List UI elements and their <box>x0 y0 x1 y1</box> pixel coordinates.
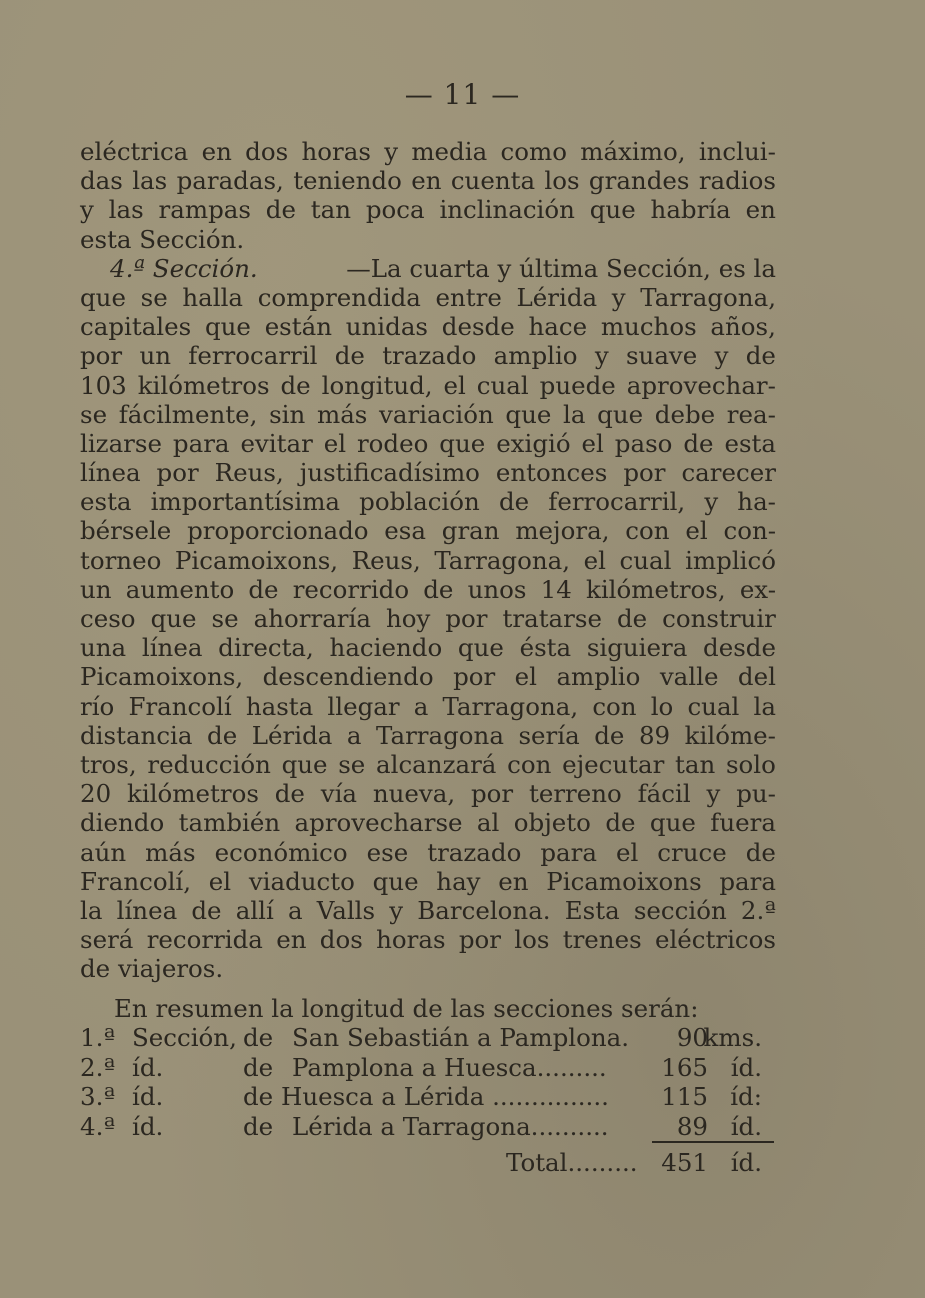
word: entre <box>435 282 502 312</box>
word: sin <box>269 399 306 429</box>
text-line <box>80 662 776 691</box>
word: de <box>683 428 714 458</box>
section-route: de Huesca a Lérida ............... <box>243 1082 609 1111</box>
word: esa <box>384 516 426 546</box>
word: kilómetros <box>127 779 259 809</box>
word: Tarragona, <box>434 545 571 575</box>
word: evitar <box>240 428 313 458</box>
word: puede <box>539 370 616 400</box>
section-unit: íd. <box>730 1111 762 1141</box>
word: cual <box>476 370 529 400</box>
word: construir <box>662 604 776 633</box>
word: hay <box>436 866 481 896</box>
word: por <box>453 662 496 692</box>
word: por <box>445 604 488 633</box>
word: halla <box>182 282 244 312</box>
word: dos <box>245 137 289 166</box>
word: se <box>338 749 366 779</box>
text-line <box>80 750 776 779</box>
section-name: íd. <box>132 1111 164 1141</box>
word: a <box>413 691 429 721</box>
word: recorrido <box>292 574 410 604</box>
word: poca <box>365 195 425 225</box>
word: línea <box>141 633 203 663</box>
word: la <box>80 895 103 925</box>
word: será <box>80 925 134 955</box>
text-line <box>80 516 776 545</box>
word: con- <box>723 516 776 546</box>
word: en <box>745 195 776 225</box>
total-unit: íd. <box>730 1148 762 1177</box>
word: el <box>615 837 639 867</box>
word: Picamoixons, <box>80 662 244 692</box>
word: rampas <box>158 195 251 225</box>
word: bérsele <box>80 516 172 546</box>
word: radios <box>698 166 776 196</box>
text-line <box>80 429 776 458</box>
text-line <box>80 867 776 896</box>
word: que <box>150 604 197 633</box>
word: con <box>625 516 670 546</box>
word: cuenta <box>450 166 536 196</box>
word: inclui- <box>698 137 776 166</box>
text-line <box>80 808 776 837</box>
word: de <box>248 574 279 604</box>
text-line <box>80 604 776 633</box>
word: tros, <box>80 749 137 779</box>
word: kilómetros, <box>585 574 726 604</box>
word: Reus, <box>351 545 421 575</box>
text-line <box>80 283 776 312</box>
section-route: San Sebastián a Pamplona. <box>292 1023 630 1052</box>
section-number: 2.ª <box>80 1052 116 1082</box>
word: el <box>208 866 232 896</box>
word: de <box>423 574 454 604</box>
section-number: 3.ª <box>80 1082 116 1111</box>
word: también <box>178 808 281 838</box>
section-unit: íd. <box>730 1052 762 1082</box>
text-line <box>80 400 776 429</box>
word: das <box>80 166 123 196</box>
text-line <box>80 896 776 925</box>
word: lizarse <box>80 428 162 458</box>
word: eléctrica <box>80 137 189 166</box>
text-line <box>80 371 776 400</box>
word: exigió <box>496 428 571 458</box>
word: ex- <box>739 574 776 604</box>
section-unit: íd: <box>730 1082 762 1111</box>
word: más <box>316 399 368 429</box>
summary-intro: En resumen la longitud de las secciones serán: <box>114 994 699 1023</box>
word: a <box>288 895 303 925</box>
text-line <box>80 137 776 166</box>
word: del <box>737 662 776 692</box>
word: de <box>274 779 305 809</box>
word: alcanzará <box>376 749 497 779</box>
word: el <box>443 370 466 400</box>
word: por <box>458 925 501 955</box>
word: Lérida <box>516 282 598 312</box>
text-line <box>80 312 776 341</box>
word: debe <box>654 399 716 429</box>
word: máximo, <box>580 137 686 166</box>
word: ferrocarril, <box>548 487 686 517</box>
word: grandes <box>588 166 690 196</box>
word: que <box>457 633 504 663</box>
word: ha- <box>737 487 776 517</box>
section-heading: 4.ª Sección. <box>110 253 258 283</box>
word: ejecutar <box>562 749 665 779</box>
summary-row <box>80 1053 776 1083</box>
word: proporcionado <box>187 516 369 546</box>
word: ahorraría <box>253 604 371 633</box>
word: de <box>334 341 365 371</box>
word: viaducto <box>248 866 355 896</box>
word: horas <box>376 925 446 955</box>
word: paradas, <box>176 166 284 196</box>
word: de <box>616 604 648 633</box>
word: hoy <box>385 604 431 633</box>
word: torneo <box>80 545 162 575</box>
word: el <box>583 545 606 575</box>
word: sección <box>633 895 727 925</box>
word: a <box>346 720 362 750</box>
word: Tarragona, <box>442 691 579 721</box>
word: kilómetros <box>137 370 270 400</box>
section-km: 115 <box>661 1082 708 1111</box>
word: económico <box>214 837 348 867</box>
word: que <box>372 866 419 896</box>
word: inclinación <box>439 195 575 225</box>
word: las <box>108 195 144 225</box>
word: llegar <box>327 691 400 721</box>
word: la <box>753 691 776 721</box>
word: los <box>514 925 550 955</box>
section-from: de <box>243 1052 274 1082</box>
word: horas <box>301 137 371 166</box>
word: eléctricos <box>654 925 776 955</box>
word: y <box>714 341 729 371</box>
total-km: 451 <box>661 1148 708 1177</box>
word: trenes <box>562 925 642 955</box>
word: Tarragona, <box>640 282 776 312</box>
word: que <box>80 282 126 312</box>
word: los <box>544 166 580 196</box>
text-line <box>80 341 776 370</box>
word: Picamoixons, <box>174 545 339 575</box>
word: reducción <box>147 749 271 779</box>
word: carecer <box>681 458 776 488</box>
word: media <box>411 137 488 166</box>
word: Francolí <box>128 691 232 721</box>
section-route: Lérida a Tarragona.......... <box>292 1111 609 1141</box>
word: longitud, <box>321 370 433 400</box>
word: unidas <box>345 312 429 342</box>
word: de <box>191 895 222 925</box>
word: 20 <box>80 779 112 809</box>
word: distancia <box>80 720 193 750</box>
word: rodeo <box>356 428 429 458</box>
word: 89 <box>638 720 671 750</box>
word: tan <box>310 195 352 225</box>
word: muchos <box>600 312 697 342</box>
text-line <box>80 195 776 224</box>
word: kilóme- <box>684 720 776 750</box>
word: como <box>500 137 567 166</box>
text-line <box>80 692 776 721</box>
word: en <box>411 166 442 196</box>
word: línea <box>116 895 178 925</box>
word: para <box>172 428 230 458</box>
word: comprendida <box>257 282 421 312</box>
word: con <box>507 749 552 779</box>
text-line: de viajeros. <box>80 954 224 984</box>
word: que <box>505 399 552 429</box>
text-line <box>80 633 776 662</box>
word: fuera <box>710 808 776 838</box>
word: y <box>594 341 609 371</box>
word: hace <box>528 312 588 342</box>
word: Esta <box>564 895 620 925</box>
word: en <box>276 925 307 955</box>
word: haciendo <box>329 633 443 663</box>
total-label: Total......... <box>506 1148 638 1177</box>
word: aún <box>80 837 127 867</box>
word: aumento <box>125 574 235 604</box>
word: valle <box>659 662 719 692</box>
section-name: Sección, <box>132 1023 237 1052</box>
word: de <box>594 720 625 750</box>
page-number: — 11 — <box>404 78 521 111</box>
summary-row <box>80 1112 776 1142</box>
total-row <box>80 1148 776 1178</box>
word: rea- <box>726 399 776 429</box>
word: y <box>706 779 721 809</box>
word: la <box>563 399 586 429</box>
word: un <box>80 574 112 604</box>
section-number: 4.ª <box>80 1111 116 1141</box>
word: y <box>80 195 94 225</box>
word: allí <box>235 895 274 925</box>
word: se <box>80 399 108 429</box>
word: fácil <box>637 779 691 809</box>
text-line <box>80 546 776 575</box>
word: ferrocarril <box>188 341 318 371</box>
word: amplio <box>556 662 641 692</box>
word: y <box>384 137 399 166</box>
word: para <box>540 837 597 867</box>
section-unit: kms. <box>703 1023 762 1052</box>
text-line: —La cuarta y última Sección, es la <box>346 253 776 283</box>
word: cual <box>619 545 672 575</box>
word: objeto <box>513 808 591 838</box>
word: hasta <box>245 691 314 721</box>
word: diendo <box>80 808 165 838</box>
word: de <box>207 720 238 750</box>
word: Francolí, <box>80 866 192 896</box>
word: Lérida <box>251 720 333 750</box>
word: y <box>611 282 626 312</box>
word: aprovechar- <box>626 370 776 400</box>
word: de <box>745 341 776 371</box>
text-line: esta Sección. <box>80 224 245 254</box>
word: una <box>80 633 127 663</box>
word: Valls <box>316 895 376 925</box>
word: vía <box>320 779 358 809</box>
word: un <box>139 341 171 371</box>
word: desde <box>703 633 776 663</box>
word: con <box>592 691 637 721</box>
word: 103 <box>80 370 127 400</box>
section-from: de <box>243 1023 274 1052</box>
word: en <box>201 137 232 166</box>
word: recorrida <box>146 925 263 955</box>
text-line <box>80 458 776 487</box>
section4-first-line <box>80 254 776 283</box>
text-line <box>80 166 776 195</box>
word: unos <box>467 574 527 604</box>
text-line <box>80 779 776 808</box>
word: ésta <box>519 633 572 663</box>
word: Barcelona. <box>417 895 551 925</box>
section-km: 165 <box>661 1052 708 1082</box>
word: esta <box>724 428 776 458</box>
word: esta <box>80 487 132 517</box>
word: se <box>211 604 239 633</box>
summary-table <box>80 1023 776 1141</box>
word: por <box>80 341 123 371</box>
word: de <box>265 195 296 225</box>
word: están <box>264 312 332 342</box>
word: de <box>498 487 530 517</box>
section-from: de <box>243 1111 274 1141</box>
word: que <box>589 195 636 225</box>
word: río <box>80 691 115 721</box>
word: por <box>471 779 514 809</box>
word: paso <box>614 428 673 458</box>
word: Reus, <box>214 458 284 488</box>
section-number: 1.ª <box>80 1023 116 1052</box>
word: solo <box>725 749 776 779</box>
word: que <box>204 312 251 342</box>
word: entonces <box>495 458 608 488</box>
word: pu- <box>736 779 776 809</box>
word: nueva, <box>372 779 456 809</box>
word: suave <box>625 341 698 371</box>
word: cual <box>687 691 740 721</box>
word: variación <box>379 399 494 429</box>
word: al <box>476 808 500 838</box>
word: el <box>581 428 604 458</box>
text-line <box>80 838 776 867</box>
text-line <box>80 575 776 604</box>
word: por <box>156 458 199 488</box>
word: el <box>323 428 347 458</box>
section-name: íd. <box>132 1052 164 1082</box>
word: que <box>597 399 644 429</box>
word: mejora, <box>515 516 610 546</box>
word: tratarse <box>502 604 602 633</box>
word: 2.ª <box>740 895 776 925</box>
word: población <box>359 487 480 517</box>
word: trazado <box>382 341 477 371</box>
word: de <box>605 808 636 838</box>
word: capitales <box>80 312 192 342</box>
word: que <box>439 428 486 458</box>
word: más <box>145 837 196 867</box>
word: cruce <box>657 837 727 867</box>
word: directa, <box>218 633 314 663</box>
body-text <box>80 137 776 983</box>
word: el <box>514 662 537 692</box>
sum-rule <box>652 1141 774 1143</box>
word: línea <box>80 458 141 488</box>
word: por <box>623 458 666 488</box>
word: 14 <box>540 574 572 604</box>
word: terreno <box>528 779 622 809</box>
word: ese <box>366 837 409 867</box>
word: tan <box>675 749 716 779</box>
word: de <box>745 837 776 867</box>
word: desde <box>441 312 515 342</box>
word: en <box>498 866 529 896</box>
word: importantísima <box>150 487 341 517</box>
word: y <box>704 487 719 517</box>
section-name: íd. <box>132 1082 164 1111</box>
word: sería <box>518 720 580 750</box>
word: que <box>281 749 328 779</box>
word: fácilmente, <box>118 399 258 429</box>
section-km: 89 <box>676 1111 708 1141</box>
text-line <box>80 925 776 954</box>
word: teniendo <box>293 166 402 196</box>
word: de <box>280 370 311 400</box>
word: Tarragona <box>376 720 504 750</box>
word: que <box>649 808 696 838</box>
word: años, <box>710 312 776 342</box>
word: ceso <box>80 604 136 633</box>
summary-row <box>80 1082 776 1112</box>
text-line <box>80 487 776 516</box>
word: lo <box>650 691 674 721</box>
word: justificadísimo <box>299 458 480 488</box>
word: descendiendo <box>262 662 434 692</box>
summary-row <box>80 1023 776 1053</box>
word: para <box>719 866 776 896</box>
text-line <box>80 721 776 750</box>
word: aprovecharse <box>294 808 463 838</box>
section-km: 90 <box>676 1023 708 1052</box>
word: se <box>140 282 168 312</box>
word: las <box>132 166 168 196</box>
section-route: Pamplona a Huesca......... <box>292 1052 607 1082</box>
word: el <box>685 516 708 546</box>
word: amplio <box>493 341 578 371</box>
word: y <box>389 895 404 925</box>
word: trazado <box>427 837 522 867</box>
word: dos <box>319 925 363 955</box>
word: siguiera <box>586 633 688 663</box>
word: implicó <box>685 545 776 575</box>
word: habría <box>650 195 731 225</box>
word: gran <box>441 516 500 546</box>
word: Picamoixons <box>546 866 702 896</box>
